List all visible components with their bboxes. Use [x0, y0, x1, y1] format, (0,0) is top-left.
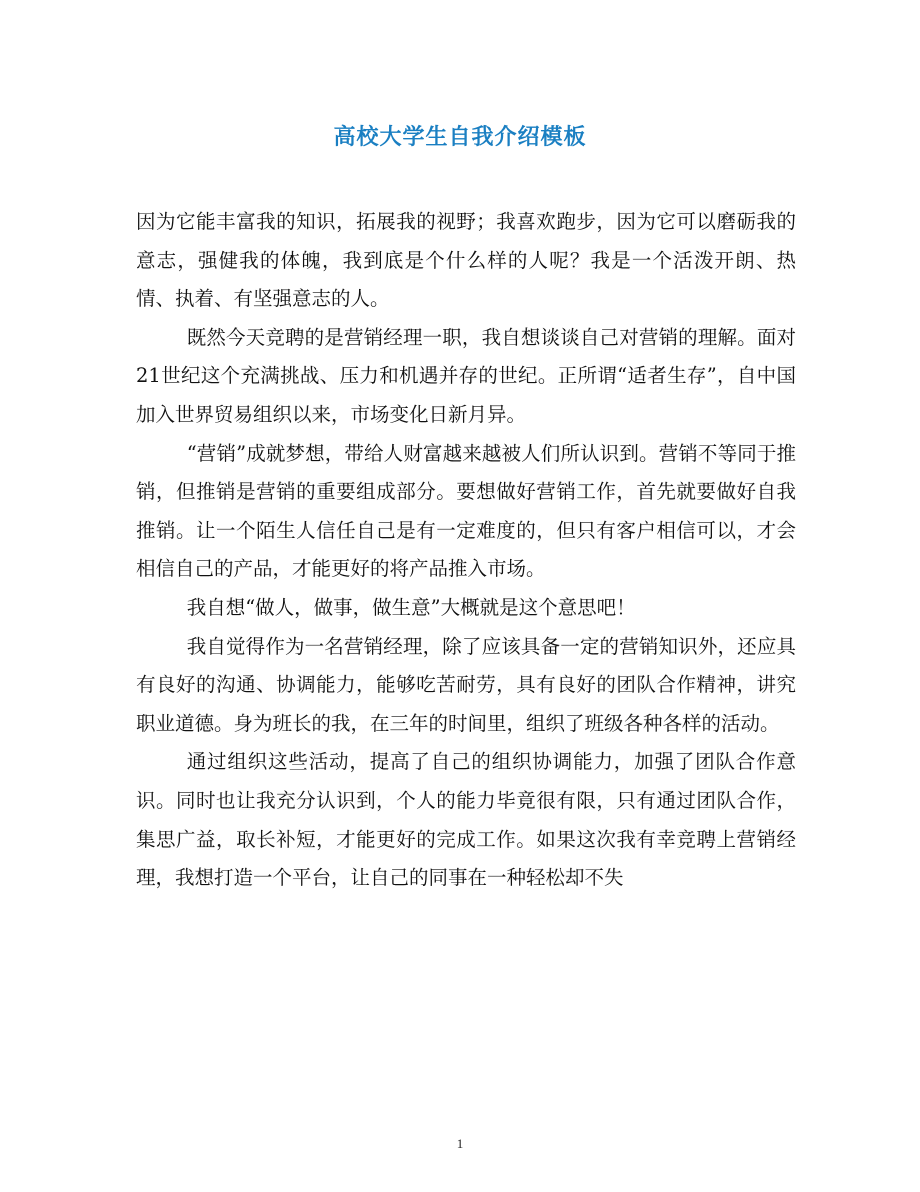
- document-title: 高校大学生自我介绍模板: [333, 125, 587, 150]
- paragraph-1: 因为它能丰富我的知识，拓展我的视野；我喜欢跑步，因为它可以磨砺我的意志，强健我的体魄，我到底是个什么样的人呢？我是一个活泼开朗、热情、执着、有坚强意志的人。: [136, 210, 796, 311]
- page-number: 1: [456, 1136, 464, 1151]
- paragraph-5: 我自觉得作为一名营销经理，除了应该具备一定的营销知识外，还应具有良好的沟通、协调能力，能够吃苦耐劳，具有良好的团队合作精神，讲究职业道德。身为班长的我，在三年的时间里，组织了班级各种各样的活动。: [136, 634, 796, 735]
- paragraph-6: 通过组织这些活动，提高了自己的组织协调能力，加强了团队合作意识。同时也让我充分认识到，个人的能力毕竟很有限，只有通过团队合作，集思广益，取长补短，才能更好的完成工作。如果这次我有幸竞聘上营销经理，我想打造一个平台，让自己的同事在一种轻松却不失: [136, 750, 796, 890]
- paragraph-3: “营销”成就梦想，带给人财富越来越被人们所认识到。营销不等同于推销，但推销是营销的重要组成部分。要想做好营销工作，首先就要做好自我推销。让一个陌生人信任自己是有一定难度的，但只有客户相信可以，才会相信自己的产品，才能更好的将产品推入市场。: [136, 441, 796, 581]
- paragraph-4: 我自想“做人，做事，做生意”大概就是这个意思吧！: [186, 595, 636, 619]
- document-body: [136, 203, 796, 898]
- paragraph-2: 既然今天竞聘的是营销经理一职，我自想谈谈自己对营销的理解。面对21世纪这个充满挑战、压力和机遇并存的世纪。正所谓“适者生存”，自中国加入世界贸易组织以来，市场变化日新月异。: [136, 325, 796, 426]
